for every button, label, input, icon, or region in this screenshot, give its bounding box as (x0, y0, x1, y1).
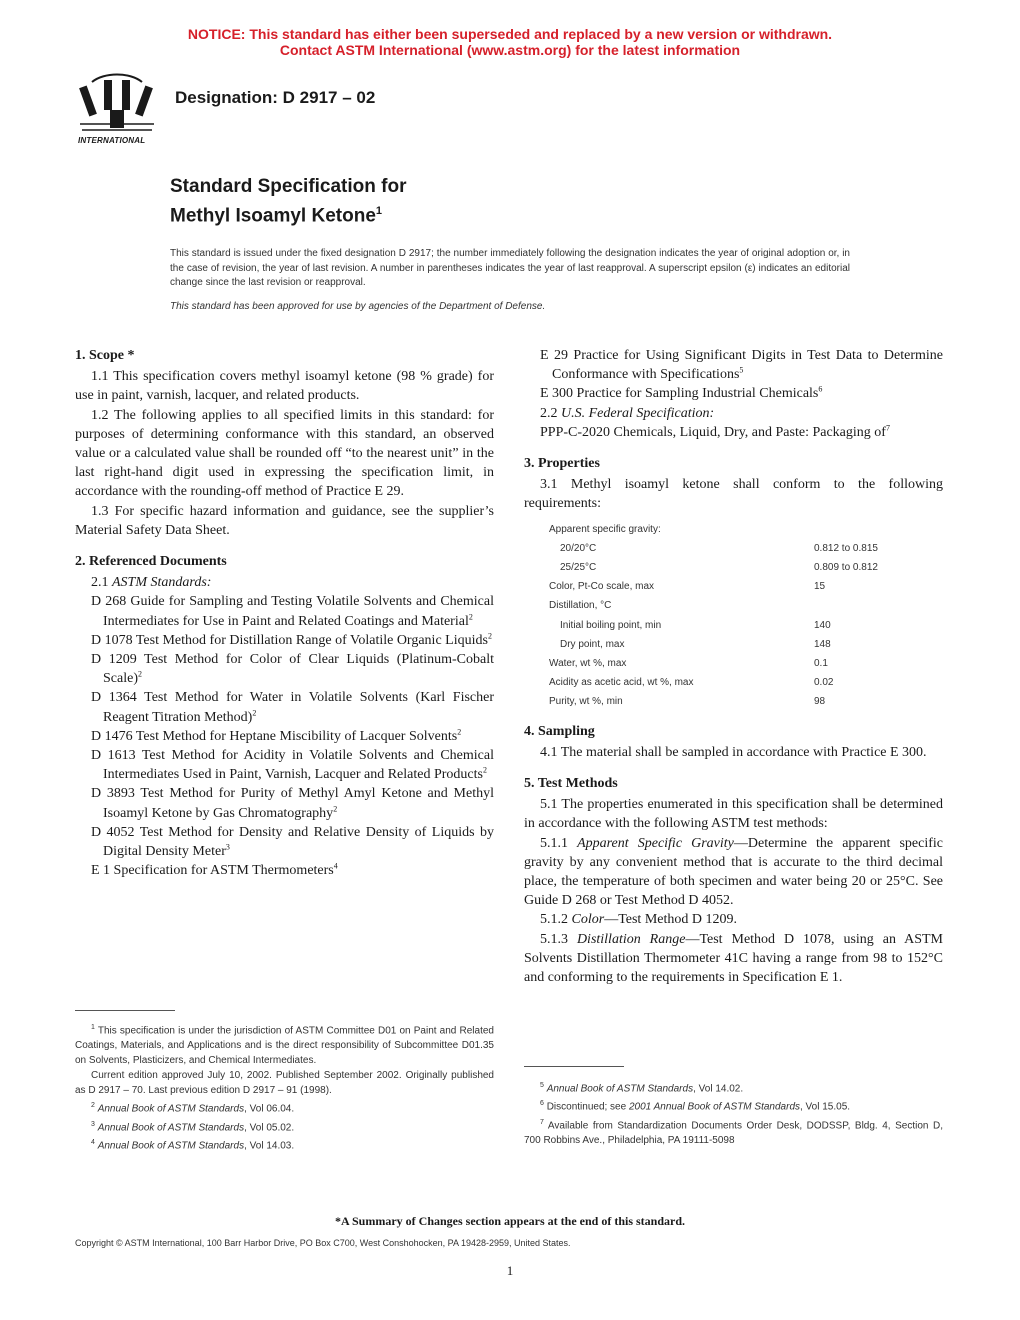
footnote-3: $^3$ Annual Book of ASTM Standards, Vol 05.02. (91, 1120, 295, 1133)
designation: Designation: D 2917 – 02 (175, 88, 376, 107)
notice-line-1: NOTICE: This standard has either been superseded and replaced by a new version or withdrawn. (187, 26, 833, 42)
properties-row (524, 635, 878, 654)
preamble: This standard is issued under the fixed designation D 2917; the number immediately following the designation indicates the year of original adoption or, in the case of revision, the year of last revision. A number in parentheses indicates the year of last reapproval. A superscript epsilon (ε) indicates an editorial change since the last revision or reapproval. (170, 248, 850, 288)
properties-row (524, 654, 878, 673)
properties-row (524, 577, 878, 596)
footnote-rule-right (524, 1066, 624, 1067)
reference-item: E 300 Practice for Sampling Industrial Chemicals$^6$ (540, 384, 823, 402)
footnote-7: $^7$ Available from Standardization Documents Order Desk, DODSSP, Bldg. 4, Section D, 700 Robbins Ave., Philadelphia, PA 19111-5098 (524, 1118, 943, 1146)
section-heading-sampling: 4. Sampling (524, 723, 595, 739)
property-value: 0.02 (814, 677, 834, 689)
property-value: 140 (814, 619, 831, 631)
reference-item: D 1476 Test Method for Heptane Miscibility of Lacquer Solvents$^2$ (91, 727, 462, 744)
footnote-6: $^6$ Discontinued; see 2001 Annual Book of ASTM Standards, Vol 15.05. (540, 1100, 851, 1113)
paragraph-4-1: 4.1 The material shall be sampled in accordance with Practice E 300. (540, 744, 927, 760)
property-name: Apparent specific gravity: (549, 523, 661, 535)
property-name: Initial boiling point, min (560, 619, 662, 631)
reference-list-left (75, 592, 494, 880)
property-name: 25/25°C (560, 562, 597, 574)
copyright-line: Copyright © ASTM International, 100 Barr Harbor Drive, PO Box C700, West Conshohocken, PA 19428-2959, United States. (75, 1238, 571, 1248)
reference-item: D 1364 Test Method for Water in Volatile Solvents (Karl Fischer Reagent Titration Method)$^2$ (91, 690, 494, 725)
property-value: 98 (814, 696, 826, 708)
reference-item: PPP-C-2020 Chemicals, Liquid, Dry, and Paste: Packaging $of^7$ (540, 423, 890, 440)
property-name: Acidity as acetic acid, wt %, max (549, 677, 694, 689)
reference-item: D 3893 Test Method for Purity of Methyl Amyl Ketone and Methyl Isoamyl Ketone by Gas Chromatography$^2$ (91, 786, 494, 821)
footnote-5: $^5$ Annual Book of ASTM Standards, Vol 14.02. (540, 1082, 744, 1095)
reference-item: D 1613 Test Method for Acidity in Volatile Solvents and Chemical Intermediates Used in Paint, Varnish, Lacquer and Related Products$^2$ (91, 748, 494, 783)
reference-item: D 1209 Test Method for Color of Clear Liquids (Platinum-Cobalt Scale)$^2$ (91, 652, 494, 687)
property-value: 0.1 (814, 658, 828, 670)
title-line-2: Methyl Isoamyl Ketone$^1$ (170, 205, 383, 227)
footnote-rule-left (75, 1010, 175, 1011)
property-name: Dry point, max (560, 638, 625, 650)
federal-spec-label: 2.2 U.S. Federal Specification: (540, 405, 715, 421)
property-value (814, 596, 878, 615)
section-heading-referenced-documents: 2. Referenced Documents (75, 554, 227, 570)
summary-of-changes-note: *A Summary of Changes section appears at the end of this standard. (334, 1214, 686, 1228)
paragraph-3-1: 3.1 Methyl isoamyl ketone shall conform to the following requirements: (524, 477, 943, 512)
footnote-1: $^1$ This specification is under the jurisdiction of ASTM Committee D01 on Paint and Related Coatings, Materials, and Applications and is the direct responsibility of Subcommittee D01.35 on Solvents, Plasticizers, and Chemical Intermediates. (75, 1024, 494, 1067)
property-value: 15 (814, 581, 826, 593)
logo-subtext: INTERNATIONAL (78, 136, 146, 145)
properties-row (524, 596, 878, 615)
property-name: Distillation, °C (549, 600, 612, 612)
paragraph-5-1-1: 5.1.1 Apparent Specific Gravity—Determine the apparent specific gravity by any convenient method that is accurate to the third decimal place, the temperature of both specimen and water being 20 or 25°C. See Guide D 268 or Test Method D 4052. (524, 835, 943, 909)
paragraph-1-2: 1.2 The following applies to all specified limits in this standard: for purposes of determining conformance with this standard, an observed value or a calculated value shall be rounded off “to the nearest unit” in the last right-hand digit used in expressing the specification limit, in accordance with the rounding-off method of Practice E 29. (75, 407, 494, 500)
withdrawal-notice (0, 26, 1020, 58)
properties-row (524, 539, 878, 558)
section-heading-scope: 1. Scope * (75, 348, 135, 363)
notice-line-2: Contact ASTM International (www.astm.org) for the latest information (279, 42, 741, 58)
document-title (170, 175, 406, 228)
right-column (524, 346, 943, 987)
property-value: 0.812 to 0.815 (814, 542, 878, 554)
paragraph-1-3: 1.3 For specific hazard information and guidance, see the supplier’s Material Safety Data Sheet. (75, 503, 494, 538)
properties-row (524, 673, 878, 692)
property-name: Color, Pt-Co scale, max (549, 581, 655, 593)
property-value: 148 (814, 638, 831, 650)
property-name: 20/20°C (560, 542, 597, 554)
property-value (814, 520, 878, 539)
reference-item: D 268 Guide for Sampling and Testing Volatile Solvents and Chemical Intermediates for Use in Paint and Related Coatings and Material$^2$ (91, 594, 494, 629)
paragraph-5-1-3: 5.1.3 Distillation Range—Test Method D 1078, using an ASTM Solvents Distillation Thermometer 41C having a range from 98 to 152°C and conforming to the requirements in Specification E 1. (524, 931, 944, 986)
section-heading-test-methods: 5. Test Methods (524, 776, 618, 792)
reference-item: E 29 Practice for Using Significant Digits in Test Data to Determine Conformance with Specifications$^5$ (540, 348, 943, 383)
footnotes-right (524, 1078, 943, 1148)
property-name: Purity, wt %, min (549, 696, 623, 708)
reference-item: E 1 Specification for ASTM Thermometers$^4$ (91, 861, 338, 879)
page-number: 1 (506, 1263, 514, 1278)
properties-row (524, 616, 878, 635)
paragraph-5-1: 5.1 The properties enumerated in this specification shall be determined in accordance with the following ASTM test methods: (524, 797, 943, 832)
footnote-4: $^4$ Annual Book of ASTM Standards, Vol 14.03. (91, 1138, 295, 1152)
reference-item: D 4052 Test Method for Density and Relative Density of Liquids by Digital Density Meter$^3$ (91, 824, 494, 860)
paragraph-1-1: 1.1 This specification covers methyl isoamyl ketone (98 % grade) for use in paint, varnish, lacquer, and related products. (75, 369, 494, 404)
reference-item: D 1078 Test Method for Distillation Range of Volatile Organic Liquids$^2$ (91, 631, 492, 648)
footnote-1b: Current edition approved July 10, 2002. Published September 2002. Originally published as D 2917 – 70. Last previous edition D 2917 – 91 (1998). (75, 1070, 494, 1097)
astm-logo (74, 72, 160, 152)
astm-standards-label: 2.1 ASTM Standards: (91, 575, 212, 591)
footnotes-left (75, 1020, 494, 1153)
footnote-2: $^2$ Annual Book of ASTM Standards, Vol 06.04. (91, 1102, 295, 1115)
section-heading-properties: 3. Properties (524, 456, 600, 472)
left-column (75, 346, 494, 880)
property-name: Water, wt %, max (549, 658, 627, 670)
title-line-1: Standard Specification for (170, 176, 407, 197)
properties-row (524, 692, 878, 711)
properties-row (524, 520, 878, 539)
dod-approval-note: This standard has been approved for use by agencies of the Department of Defense. (170, 301, 546, 312)
properties-row (524, 558, 878, 577)
properties-table (524, 520, 878, 712)
paragraph-5-1-2: 5.1.2 Color—Test Method D 1209. (540, 912, 737, 928)
property-value: 0.809 to 0.812 (814, 562, 878, 574)
